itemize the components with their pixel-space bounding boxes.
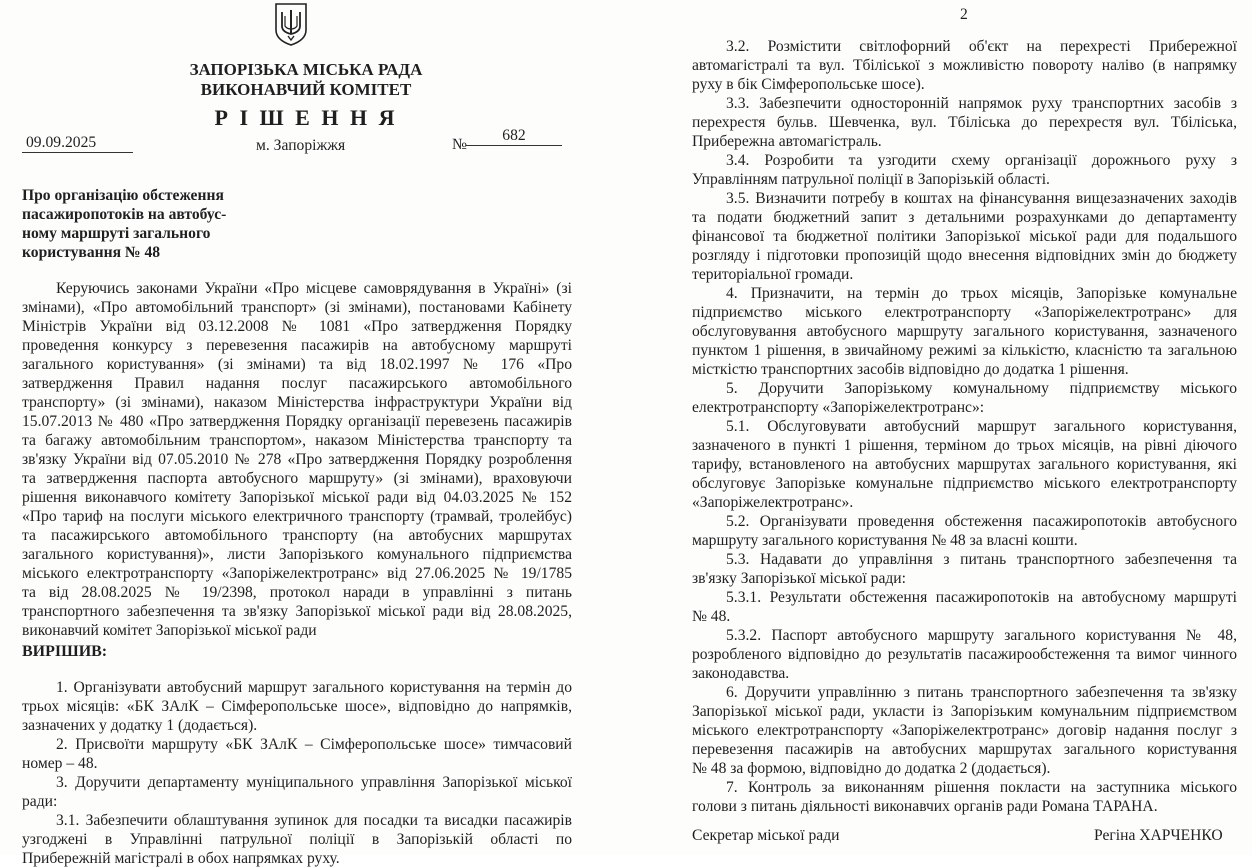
text-line: 3.2. Розмістити світлофорний об'єкт на перехресті Прибережної <box>726 38 1237 55</box>
decision-number: 682 <box>466 126 562 146</box>
text-line: номер – 48. <box>22 755 98 772</box>
text-line: міського електротранспорту «Запоріжелектротранс» договір надання послуг з <box>692 722 1237 739</box>
text-line: 5.3.2. Паспорт автобусного маршруту загального користування № 48, <box>726 627 1237 644</box>
document-page-1 <box>0 0 622 867</box>
text-line: територіальної громади. <box>692 266 854 283</box>
committee-name: ВИКОНАВЧИЙ КОМІТЕТ <box>200 80 412 99</box>
text-line: обслуговує Запорізьке комунальне підприємство міського електротранспорту <box>692 475 1237 492</box>
text-line: 3. Доручити департаменту муніципального управління Запорізької міської <box>56 774 572 791</box>
decision-date: 09.09.2025 <box>22 133 133 153</box>
decision-place: м. Запоріжжя <box>256 137 346 154</box>
text-line: та пасажирського автомобільного транспорту (на автобусних маршрутах <box>22 527 572 544</box>
text-line: Керуючись законами України «Про місцеве самоврядування в Україні» (зі <box>56 280 572 297</box>
text-line: голови з питань діяльності виконавчих органів ради Романа ТАРАНА. <box>692 798 1158 815</box>
text-line: підприємство міського електротранспорту «Запоріжелектротранс» для <box>692 304 1237 321</box>
text-line: зазначеного в пункті 1 рішення, терміном до трьох місяців, на рівні діючого <box>692 437 1237 454</box>
text-line: 3.5. Визначити потребу в коштах на фінансування вищезазначених заходів <box>726 190 1237 207</box>
decided-heading: ВИРІШИВ: <box>22 643 108 660</box>
text-line: Управлінням патрульної поліції в Запорізькій області. <box>692 171 1050 188</box>
text-line: 5.3. Надавати до управління з питань транспортного забезпечення та <box>726 551 1237 568</box>
text-line: 4. Призначити, на термін до трьох місяців, Запорізьке комунальне <box>726 285 1237 302</box>
text-line: Прибережній магістралі в обох напрямках руху. <box>22 850 340 867</box>
text-line: 5.3.1. Результати обстеження пасажиропотоків на автобусному маршруті <box>726 589 1237 606</box>
text-line: та від 28.08.2025 № 19/2398, протокол наради в управлінні з питань <box>22 584 572 601</box>
text-line: руху в бік Сімферопольське шосе). <box>692 76 925 93</box>
text-line: затвердження Правил надання послуг пасажирського автомобільного <box>22 375 572 392</box>
text-line: Міністрів України від 03.12.2008 № 1081 «Про затвердження Порядку <box>22 318 572 335</box>
text-line: загального користування» (зі змінами) та від 18.02.1997 № 176 «Про <box>22 356 572 373</box>
text-line: 3.4. Розробити та узгодити схему організації дорожнього руху з <box>726 152 1237 169</box>
council-name: ЗАПОРІЗЬКА МІСЬКА РАДА <box>189 60 423 79</box>
text-line: пунктом 1 рішення, в звичайному режимі за кількістю, класністю та загальною <box>692 342 1237 359</box>
text-line: проведення конкурсу з перевезення пасажирів на автобусному маршруті <box>22 337 572 354</box>
text-line: місткістю транспортних засобів відповідно до додатка 1 рішення. <box>692 361 1129 378</box>
text-line: 2. Присвоїти маршруту «БК ЗАлК – Сімферопольське шосе» тимчасовий <box>56 736 572 753</box>
text-line: розробленого відповідно до результатів пасажирообстеження та вимог чинного <box>692 646 1237 663</box>
text-line: «Запоріжелектротранс». <box>692 494 854 511</box>
subject-line: Про організацію обстеження <box>22 187 224 204</box>
text-line: 7. Контроль за виконанням рішення покласти на заступника міського <box>726 779 1237 796</box>
text-line: 5. Доручити Запорізькому комунальному підприємству міського <box>726 380 1237 397</box>
document-type-title: Р І Ш Е Н Н Я <box>214 105 398 130</box>
text-line: та затвердження паспорта автобусного маршруту» (зі змінами), враховуючи <box>22 470 572 487</box>
document-page-2 <box>622 0 1252 855</box>
text-line: 5.2. Організувати проведення обстеження пасажиропотоків автобусного <box>726 513 1237 530</box>
text-line: рішення виконавчого комітету Запорізької міської ради від 04.03.2025 № 152 <box>22 489 572 506</box>
coat-of-arms-emblem <box>271 2 311 46</box>
text-line: електротранспорту «Запоріжелектротранс»: <box>692 399 985 416</box>
text-line: та багажу автомобільним транспортом», наказом Міністерства транспорту та <box>22 432 572 449</box>
text-line: перевезення пасажирів на автобусних маршрутах загального користування <box>692 741 1237 758</box>
subject-line: користування № 48 <box>22 244 161 261</box>
text-line: № 48. <box>692 608 731 625</box>
text-line: узгоджені в Управлінні патрульної поліції в Запорізькій області по <box>22 831 572 848</box>
text-line: маршруту загального користування № 48 за власні кошти. <box>692 532 1078 549</box>
number-sign: № <box>452 136 467 153</box>
text-line: 1. Організувати автобусний маршрут загального користування на термін до <box>56 679 572 696</box>
subject-line: ному маршруті загального <box>22 225 211 242</box>
text-line: 3.1. Забезпечити облаштування зупинок для посадки та висадки пасажирів <box>56 812 572 829</box>
text-line: «Про тариф на послуги міського електричного транспорту (трамвай, тролейбус) <box>22 508 572 525</box>
text-line: обслуговування автобусного маршруту загального користування, зазначеного <box>692 323 1237 340</box>
text-line: перехрестя бульв. Шевченка, вул. Тбіліська до перехрестя вул. Тбіліська, <box>692 114 1237 131</box>
text-line: розгляду і підготовки пропозицій щодо внесення відповідних змін до бюджету <box>692 247 1237 264</box>
signature-name: Регіна ХАРЧЕНКО <box>1094 827 1223 844</box>
text-line: 3.3. Забезпечити односторонній напрямок руху транспортних засобів з <box>726 95 1237 112</box>
text-line: транспорту» (зі змінами), наказом Міністерства інфраструктури України від <box>22 394 572 411</box>
signature-position: Секретар міської ради <box>692 827 840 844</box>
text-line: Запорізької міської ради, укласти із Запорізьким комунальним підприємством <box>692 703 1237 720</box>
subject-line: пасажиропотоків на автобус- <box>22 206 227 223</box>
text-line: 6. Доручити управлінню з питань транспортного забезпечення та зв'язку <box>726 684 1237 701</box>
text-line: трьох місяців: «БК ЗАлК – Сімферопольське шосе», відповідно до напрямків, <box>22 698 572 715</box>
text-line: автомагістралі та вул. Тбіліської з можливістю повороту наліво (в напрямку <box>692 57 1237 74</box>
text-line: тарифу, встановленого на автобусних маршрутах загального користування, які <box>692 456 1237 473</box>
text-line: міського електротранспорту «Запоріжелектротранс» від 27.06.2025 № 19/1785 <box>22 565 572 582</box>
text-line: 5.1. Обслуговувати автобусний маршрут загального користування, <box>726 418 1237 435</box>
text-line: ради: <box>22 793 58 810</box>
text-line: зазначених у додатку 1 (додається). <box>22 717 258 734</box>
text-line: транспортного забезпечення та зв'язку Запорізької міської ради від 28.08.2025, <box>22 603 572 620</box>
text-line: змінами), «Про автомобільний транспорт» (зі змінами), постановами Кабінету <box>22 299 572 316</box>
text-line: зв'язку Запорізької міської ради: <box>692 570 906 587</box>
page-number: 2 <box>960 6 968 23</box>
text-line: фінансової та бюджетної політики Запорізької міської ради для подальшого <box>692 228 1237 245</box>
text-line: законодавства. <box>692 665 790 682</box>
text-line: 15.07.2013 № 480 «Про затвердження Порядку організації перевезень пасажирів <box>22 413 572 430</box>
text-line: загального користування)», листи Запорізького комунального підприємства <box>22 546 572 563</box>
text-line: Прибережна автомагістраль. <box>692 133 882 150</box>
text-line: № 48 за формою, відповідно до додатка 2 (додається). <box>692 760 1051 777</box>
text-line: виконавчий комітет Запорізької міської ради <box>22 622 317 639</box>
text-line: зв'язку України від 07.05.2010 № 278 «Про затвердження Порядку розроблення <box>22 451 572 468</box>
text-line: та подати бюджетний запит з детальними розрахунками до департаменту <box>692 209 1237 226</box>
